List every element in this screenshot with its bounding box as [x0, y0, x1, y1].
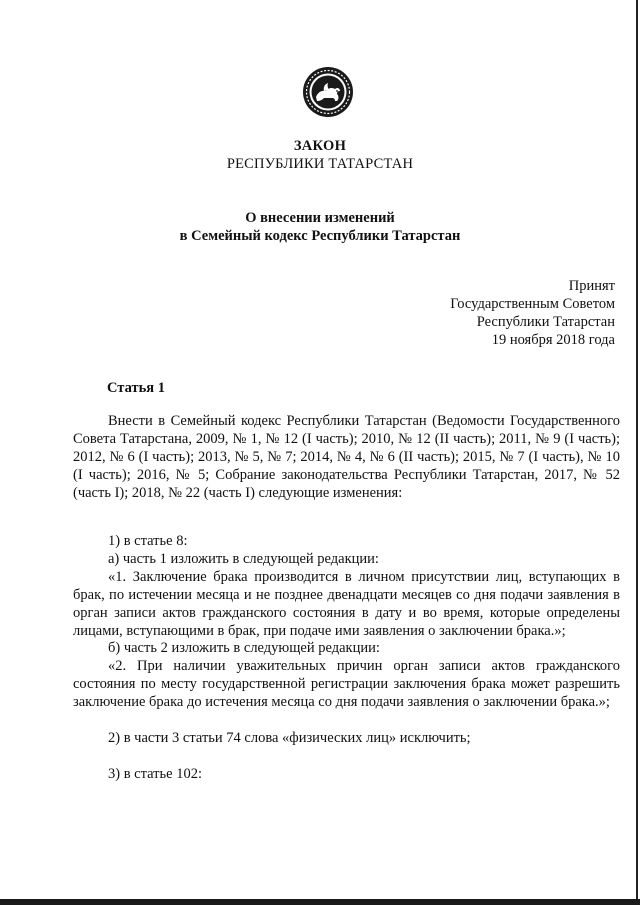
subject-line-1: О внесении изменений — [245, 210, 395, 226]
item-1b: б) часть 2 изложить в следующей редакции: — [108, 640, 380, 657]
item-3: 3) в статье 102: — [108, 765, 202, 782]
item-2: 2) в части 3 статьи 74 слова «физических лиц» исключить; — [108, 730, 471, 747]
adoption-line-2: Государственным Советом — [450, 296, 615, 312]
law-subject — [0, 209, 640, 245]
scan-bottom-edge — [0, 899, 640, 905]
adoption-line-3: Республики Татарстан — [476, 314, 615, 330]
item-1a: а) часть 1 изложить в следующей редакции: — [108, 550, 379, 567]
article-heading: Статья 1 — [107, 380, 165, 396]
item-1b-text: «2. При наличии уважительных причин орган записи актов гражданского состояния по месту государственной регистрации заключения брака может разрешить заключение брака до истечения месяца со дня подачи заявления о заключении брака.»; — [73, 658, 620, 711]
amendment-list — [73, 533, 620, 784]
law-title-block — [0, 137, 640, 173]
article-intro-paragraph: Внести в Семейный кодекс Республики Татарстан (Ведомости Государственного Совета Татарстана, 2009, № 1, № 12 (I часть); 2010, № 12 (II часть); 2011, № 9 (I часть); 2012, № 6 (I часть); 2013, № 5, № 7; 2014, № 4, № 6 (II часть); 2015, № 7 (I часть), № 10 (I часть); 2016, № 5; Собрание законодательства Республики Татарстан, 2017, № 52 (часть I); 2018, № 22 (часть I) следующие изменения: — [73, 413, 620, 501]
law-title: ЗАКОН — [293, 138, 347, 154]
item-1a-text: «1. Заключение брака производится в личном присутствии лиц, вступающих в брак, по истечении месяца и не позднее двенадцати месяцев со дня подачи заявления в орган записи актов гражданского состояния в дату и во время, которые определены лицами, вступающими в брак, при подаче ими заявления о заключении брака.»; — [73, 568, 620, 639]
adoption-date: 19 ноября 2018 года — [491, 332, 615, 348]
adoption-line-1: Принят — [568, 278, 615, 294]
subject-line-2: в Семейный кодекс Республики Татарстан — [179, 228, 461, 244]
republic-title: РЕСПУБЛИКИ ТАТАРСТАН — [226, 156, 414, 172]
adoption-block — [450, 277, 615, 349]
scan-right-edge — [636, 0, 638, 905]
item-1: 1) в статье 8: — [108, 533, 188, 549]
tatarstan-coat-of-arms-icon — [302, 66, 354, 118]
